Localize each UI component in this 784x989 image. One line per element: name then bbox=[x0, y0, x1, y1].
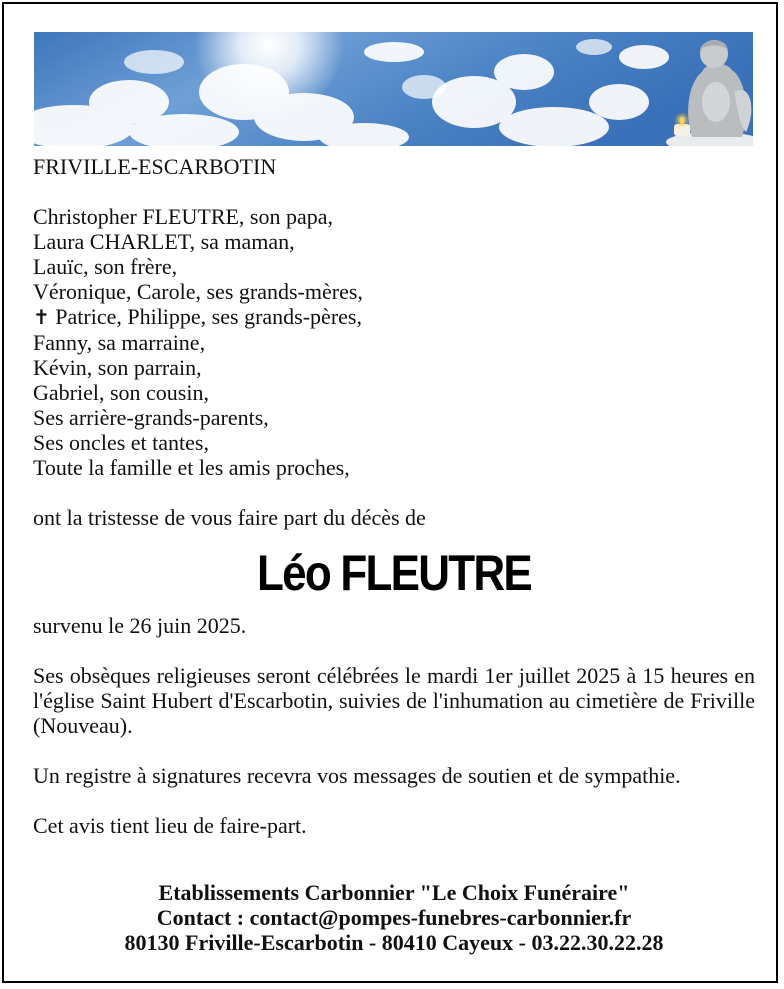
family-line: Gabriel, son cousin, bbox=[33, 380, 209, 405]
family-line: Kévin, son parrain, bbox=[33, 355, 202, 380]
closing-note: Cet avis tient lieu de faire-part. bbox=[33, 813, 307, 838]
cross-icon: ✝ bbox=[33, 305, 50, 329]
funeral-details: Ses obsèques religieuses seront célébrées le mardi 1er juillet 2025 à 15 heures en l'église Saint Hubert d'Escarbotin, suivies de l'inhumation au cimetière de Friville (Nouveau). bbox=[33, 663, 755, 738]
notice-body bbox=[33, 154, 755, 838]
family-line: Christopher FLEUTRE, son papa, bbox=[33, 204, 334, 229]
family-line bbox=[33, 304, 755, 330]
death-date: survenu le 26 juin 2025. bbox=[33, 613, 247, 638]
registry-note: Un registre à signatures recevra vos messages de soutien et de sympathie. bbox=[33, 763, 681, 788]
announcement: ont la tristesse de vous faire part du décès de bbox=[33, 505, 426, 530]
family-list bbox=[33, 204, 755, 480]
company-name: Etablissements Carbonnier "Le Choix Funéraire" bbox=[158, 880, 630, 905]
company-address: 80130 Friville-Escarbotin - 80410 Cayeux - 03.22.30.22.28 bbox=[124, 930, 664, 955]
funeral-home-footer bbox=[33, 880, 755, 955]
family-line: Ses oncles et tantes, bbox=[33, 430, 209, 455]
family-line: Laura CHARLET, sa maman, bbox=[33, 229, 295, 254]
family-line: Toute la famille et les amis proches, bbox=[33, 455, 350, 480]
family-line-text: Patrice, Philippe, ses grands-pères, bbox=[55, 304, 362, 329]
sky-banner-image bbox=[34, 32, 753, 146]
contact-email: Contact : contact@pompes-funebres-carbonnier.fr bbox=[156, 905, 632, 930]
family-line: Ses arrière-grands-parents, bbox=[33, 405, 269, 430]
family-line: Lauïc, son frère, bbox=[33, 254, 178, 279]
sky-banner bbox=[34, 32, 753, 146]
location: FRIVILLE-ESCARBOTIN bbox=[33, 154, 277, 179]
deceased-name: Léo FLEUTRE bbox=[257, 545, 531, 601]
family-line: Véronique, Carole, ses grands-mères, bbox=[33, 279, 363, 304]
obituary-notice bbox=[2, 2, 778, 983]
family-line: Fanny, sa marraine, bbox=[33, 330, 206, 355]
